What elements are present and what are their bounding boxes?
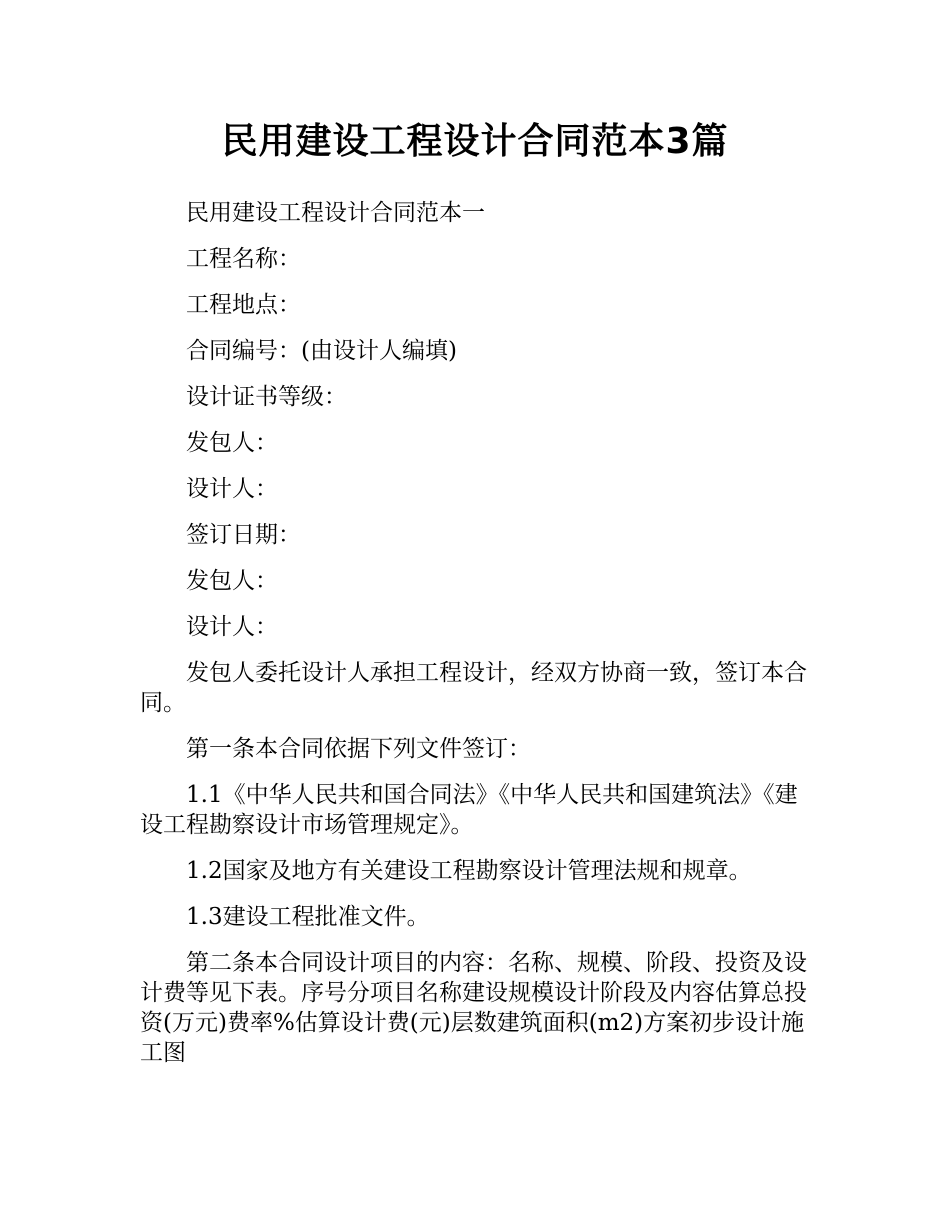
paragraph-contract-number: 合同编号：(由设计人编填) — [186, 338, 457, 364]
paragraph-employer-2: 发包人： — [186, 568, 278, 594]
paragraph-article-2: 第二条本合同设计项目的内容：名称、规模、阶段、投资及设计费等见下表。序号分项目名称建设规模设计阶段及内容估算总投资(万元)费率%估算设计费(元)层数建筑面积(m2)方案初步设计施工图 — [140, 950, 807, 1066]
paragraph-clause-1-2: 1.2国家及地方有关建设工程勘察设计管理法规和规章。 — [186, 858, 752, 884]
paragraph-employer: 发包人： — [186, 430, 278, 456]
paragraph-preamble: 发包人委托设计人承担工程设计，经双方协商一致，签订本合同。 — [140, 660, 807, 716]
paragraph-clause-1-1: 1.1《中华人民共和国合同法》《中华人民共和国建筑法》《建设工程勘察设计市场管理规定》。 — [140, 782, 798, 838]
paragraph-subtitle: 民用建设工程设计合同范本一 — [186, 200, 485, 226]
paragraph-designer-2: 设计人： — [186, 614, 278, 640]
paragraph-signing-date: 签订日期： — [186, 522, 301, 548]
paragraph-clause-1-3: 1.3建设工程批准文件。 — [186, 904, 430, 930]
paragraph-article-1: 第一条本合同依据下列文件签订： — [186, 736, 531, 762]
document-body — [140, 198, 812, 1084]
paragraph-certificate-level: 设计证书等级： — [186, 384, 347, 410]
paragraph-project-location: 工程地点： — [186, 292, 301, 318]
paragraph-designer: 设计人： — [186, 476, 278, 502]
document-title: 民用建设工程设计合同范本3篇 — [221, 121, 729, 162]
paragraph-project-name: 工程名称： — [186, 246, 301, 272]
